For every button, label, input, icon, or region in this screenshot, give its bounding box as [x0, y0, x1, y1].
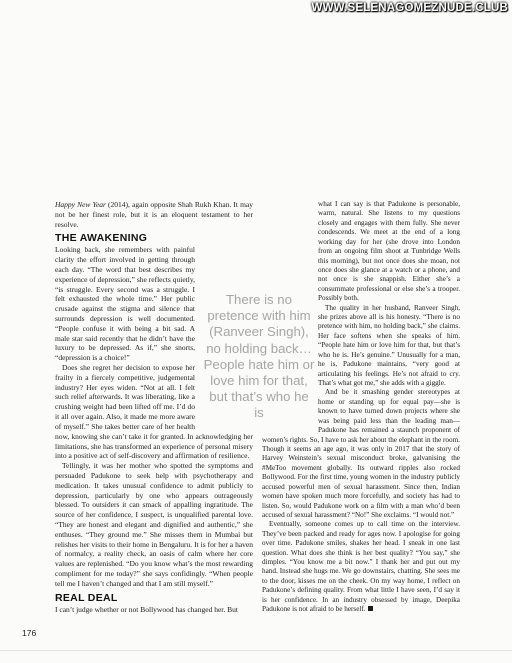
paragraph: I can’t judge whether or not Bollywood has changed her. But [55, 604, 238, 614]
intro-text: (2014), again opposite Shah Rukh Khan. It may not be her finest role, but it is an eloquent testament to her resolve. [55, 200, 253, 229]
page-number: 176 [22, 628, 37, 638]
section-heading-awakening: THE AWAKENING [55, 232, 148, 245]
paragraph: The quality in her husband, Ranveer Singh, she prizes above all is his honesty. “There is no pretence with him, no holding back,” she claims. Her face softens when she speaks of him. “People hate him or love him for that, but that’s who he is. He’s genuine.” Unusually for a man, he is, Padukone maintains, “very good at articulating his feelings. He’s not afraid to cry. That’s what got me,” she adds with a giggle. [318, 303, 460, 388]
closing-text: Eventually, someone comes up to call time on the interview. They’ve been packed and ready for ages now. I apologise for going over time. Padukone smiles, shakes her head. I sneak in one last question. What does she think is her best quality? “You say,” she dimples. “You know me a bit now.” I thank her and put out my hand. Instead she hugs me. We go downstairs, chatting. She sees me to the door, kisses me on the cheek. On my way home, I reflect on Padukone’s defining quality. From what little I have seen, I’d say it is her confidence. In an industry obsessed by image, Deepika Padukone is not afraid to be herself. [262, 520, 460, 614]
paragraph: what I can say is that Padukone is personable, warm, natural. She listens to my questions closely and engages with them fully. She never condescends. We meet at the end of a long working day for her (she drove into London from an ongoing film shoot at Tunbridge Wells this morning), but not once does she moan, not once does she glance at a watch or a phone, and not once is she snappish. Either she’s a consummate professional or else she’s a trooper. Possibly both. [262, 200, 460, 304]
paragraph: Looking back, she remembers with painful clarity the effort involved in getting through each day. “The word that best describes my experience of depression,” she reflects quietly, “is struggle. Every second was a struggle. I felt exhausted the whole time.” Her public crusade against the stigma and silence that surrounds depression is well documented. “People confuse it with being a bit sad. A male star said recently that he didn’t have the luxury to be depressed. As if,” she snorts, “depression is a choice!” [55, 245, 253, 363]
paragraph [262, 520, 460, 614]
section-heading-real-deal: REAL DEAL [55, 591, 118, 604]
paragraph: And be it smashing gender stereotypes at home or standing up for equal pay—she is known to have turned down projects where she was being paid less than the leading man—Padukone has remained a staunch proponent of women’s rights. So, I have to ask her about the elephant in the room. Though it seems an age ago, it was only in 2017 that the story of Harvey Weinstein’s sexual misconduct broke, galvanising the #MeToo movement globally. Its outward ripples also rocked Bollywood. For the first time, young women in the industry publicly accused powerful men of sexual harassment. Since then, Indian women have spoken much more forcefully, and society has had to listen. So, would Padukone work on a film with a man who’d been accused of sexual harassment? “No!” She exclaims. “I would not.” [262, 388, 460, 519]
film-title: Happy New Year [55, 200, 106, 209]
intro-paragraph [55, 200, 253, 229]
end-of-article-mark [368, 606, 373, 611]
paragraph: Does she regret her decision to expose her frailty in a fiercely competitive, judgemental industry? Her eyes widen. “Not at all. I felt such relief afterwards. It was liberating, like a crushing weight had been lifted off me. I’d do it all over again. Also, it made me more aware of myself.” She takes better care of her health now, knowing she can’t take it for granted. In acknowledging her limitations, she has transformed an experience of personal misery into a positive act of self-discovery and affirmation of resilience. [55, 363, 253, 461]
pull-quote: There is no pretence with him (Ranveer Singh), no holding back… People hate him or love him for that, but that’s who he is [200, 290, 318, 424]
watermark: WWW.SELENAGOMEZNUDE.CLUB [311, 2, 508, 14]
divider [0, 650, 512, 651]
paragraph: Tellingly, it was her mother who spotted the symptoms and persuaded Padukone to seek help with psychotherapy and medication. It takes unusual confidence to admit publicly to depression, particularly by one who appears outrageously blessed. To outsiders it can smack of appalling ingratitude. The source of her confidence, I suspect, is unqualified parental love. “They are honest and elegant and dignified and authentic,” she enthuses. “They ground me.” She misses them in Mumbai but relishes her visits to their home in Bengaluru. It is for her a haven of normalcy, a reality check, an oasis of calm where her core values are replenished. “Do you know what’s the most rewarding compliment for me today?” she says confidingly. “When people tell me I haven’t changed and that I am still myself.” [55, 461, 253, 588]
